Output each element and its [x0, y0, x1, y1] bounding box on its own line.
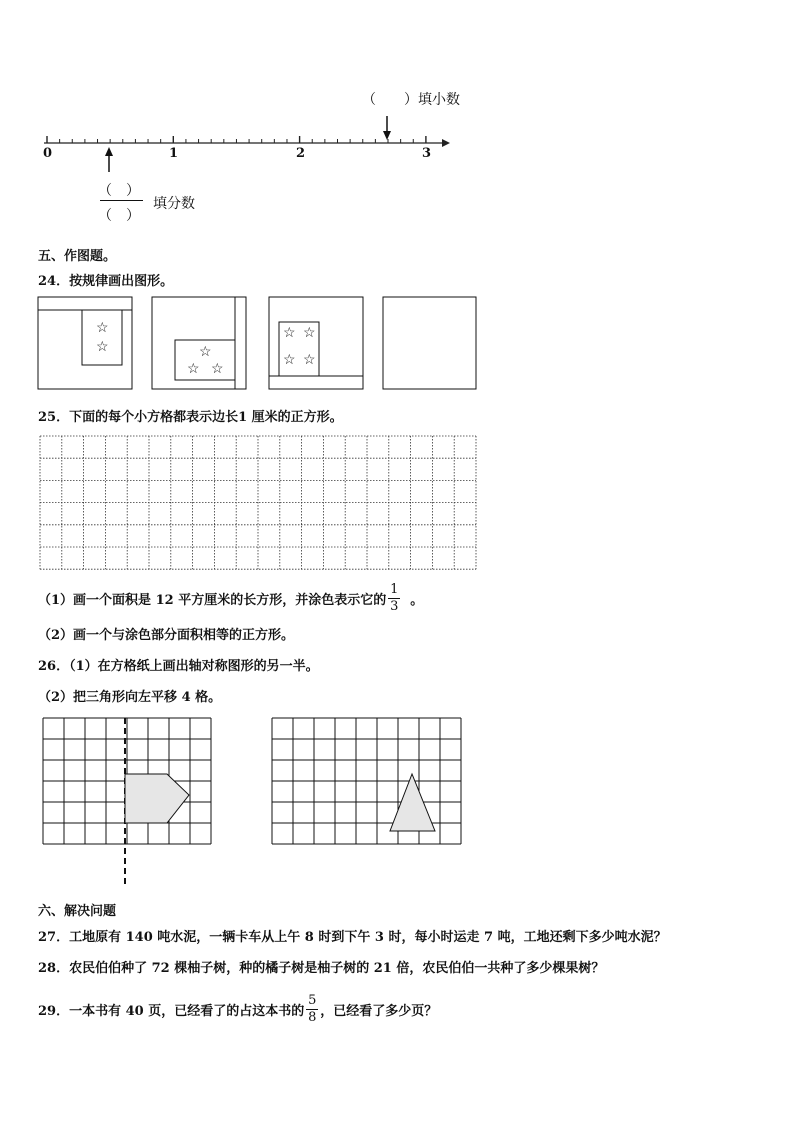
dotted-square-grid[interactable]	[0, 430, 794, 575]
star-icon: ☆	[283, 352, 296, 368]
tick-label-2: 2	[296, 146, 306, 161]
fraction-answer-label: 填分数	[153, 196, 195, 212]
question-25: 25．下面的每个小方格都表示边长1 厘米的正方形。	[38, 410, 343, 425]
star-icon: ☆	[211, 361, 224, 377]
question-26-part-1: 26．（1）在方格纸上画出轴对称图形的另一半。	[38, 659, 319, 674]
question-25-part-2: （2）画一个与涂色部分面积相等的正方形。	[38, 628, 295, 643]
question-27: 27．工地原有 140 吨水泥，一辆卡车从上午 8 时到下午 3 时，每小时运走 7 吨，工地还剩下多少吨水泥？	[38, 930, 667, 945]
section-6-title: 六、解决问题	[38, 904, 117, 919]
question-24: 24．按规律画出图形。	[38, 274, 174, 289]
tick-label-0: 0	[43, 146, 53, 161]
fraction-one-third: $\frac{1}{3}$	[390, 582, 399, 614]
decimal-answer-label: （ ）填小数	[362, 92, 460, 108]
tick-label-1: 1	[169, 146, 179, 161]
symmetry-and-translation-grids	[0, 710, 794, 895]
symmetry-grid[interactable]	[43, 718, 211, 886]
pattern-box-3	[269, 297, 363, 389]
translation-grid[interactable]	[272, 718, 461, 844]
star-icon: ☆	[303, 352, 316, 368]
pattern-box-1	[38, 297, 132, 389]
tick-label-3: 3	[422, 146, 432, 161]
fraction-denominator-blank: （ ）	[98, 208, 140, 224]
number-line-arrowhead	[442, 139, 450, 147]
star-icon: ☆	[199, 344, 212, 360]
question-29: 29．一本书有 40 页，已经看了的占这本书的 $\frac{5}{8}$ ，已经看了多少页？	[38, 993, 438, 1025]
star-icon: ☆	[96, 339, 109, 355]
pattern-figures	[0, 290, 794, 400]
star-icon: ☆	[303, 325, 316, 341]
fraction-bar	[100, 200, 143, 201]
section-5-title: 五、作图题。	[38, 249, 117, 264]
number-line-ticks	[47, 136, 426, 143]
question-28: 28．农民伯伯种了 72 棵柚子树，种的橘子树是柚子树的 21 倍，农民伯伯一共种了多少棵果树？	[38, 961, 605, 976]
star-icon: ☆	[96, 320, 109, 336]
star-icon: ☆	[283, 325, 296, 341]
fraction-numerator-blank: （ ）	[98, 183, 140, 199]
fraction-five-eighths: $\frac{5}{8}$	[308, 993, 317, 1025]
star-icon: ☆	[187, 361, 200, 377]
question-25-part-1: （1）画一个面积是 12 平方厘米的长方形，并涂色表示它的 $\frac{1}{3}$ 。	[38, 582, 424, 614]
question-26-part-2: （2）把三角形向左平移 4 格。	[38, 690, 222, 705]
number-line	[0, 0, 794, 240]
pattern-box-4-empty	[383, 297, 476, 389]
